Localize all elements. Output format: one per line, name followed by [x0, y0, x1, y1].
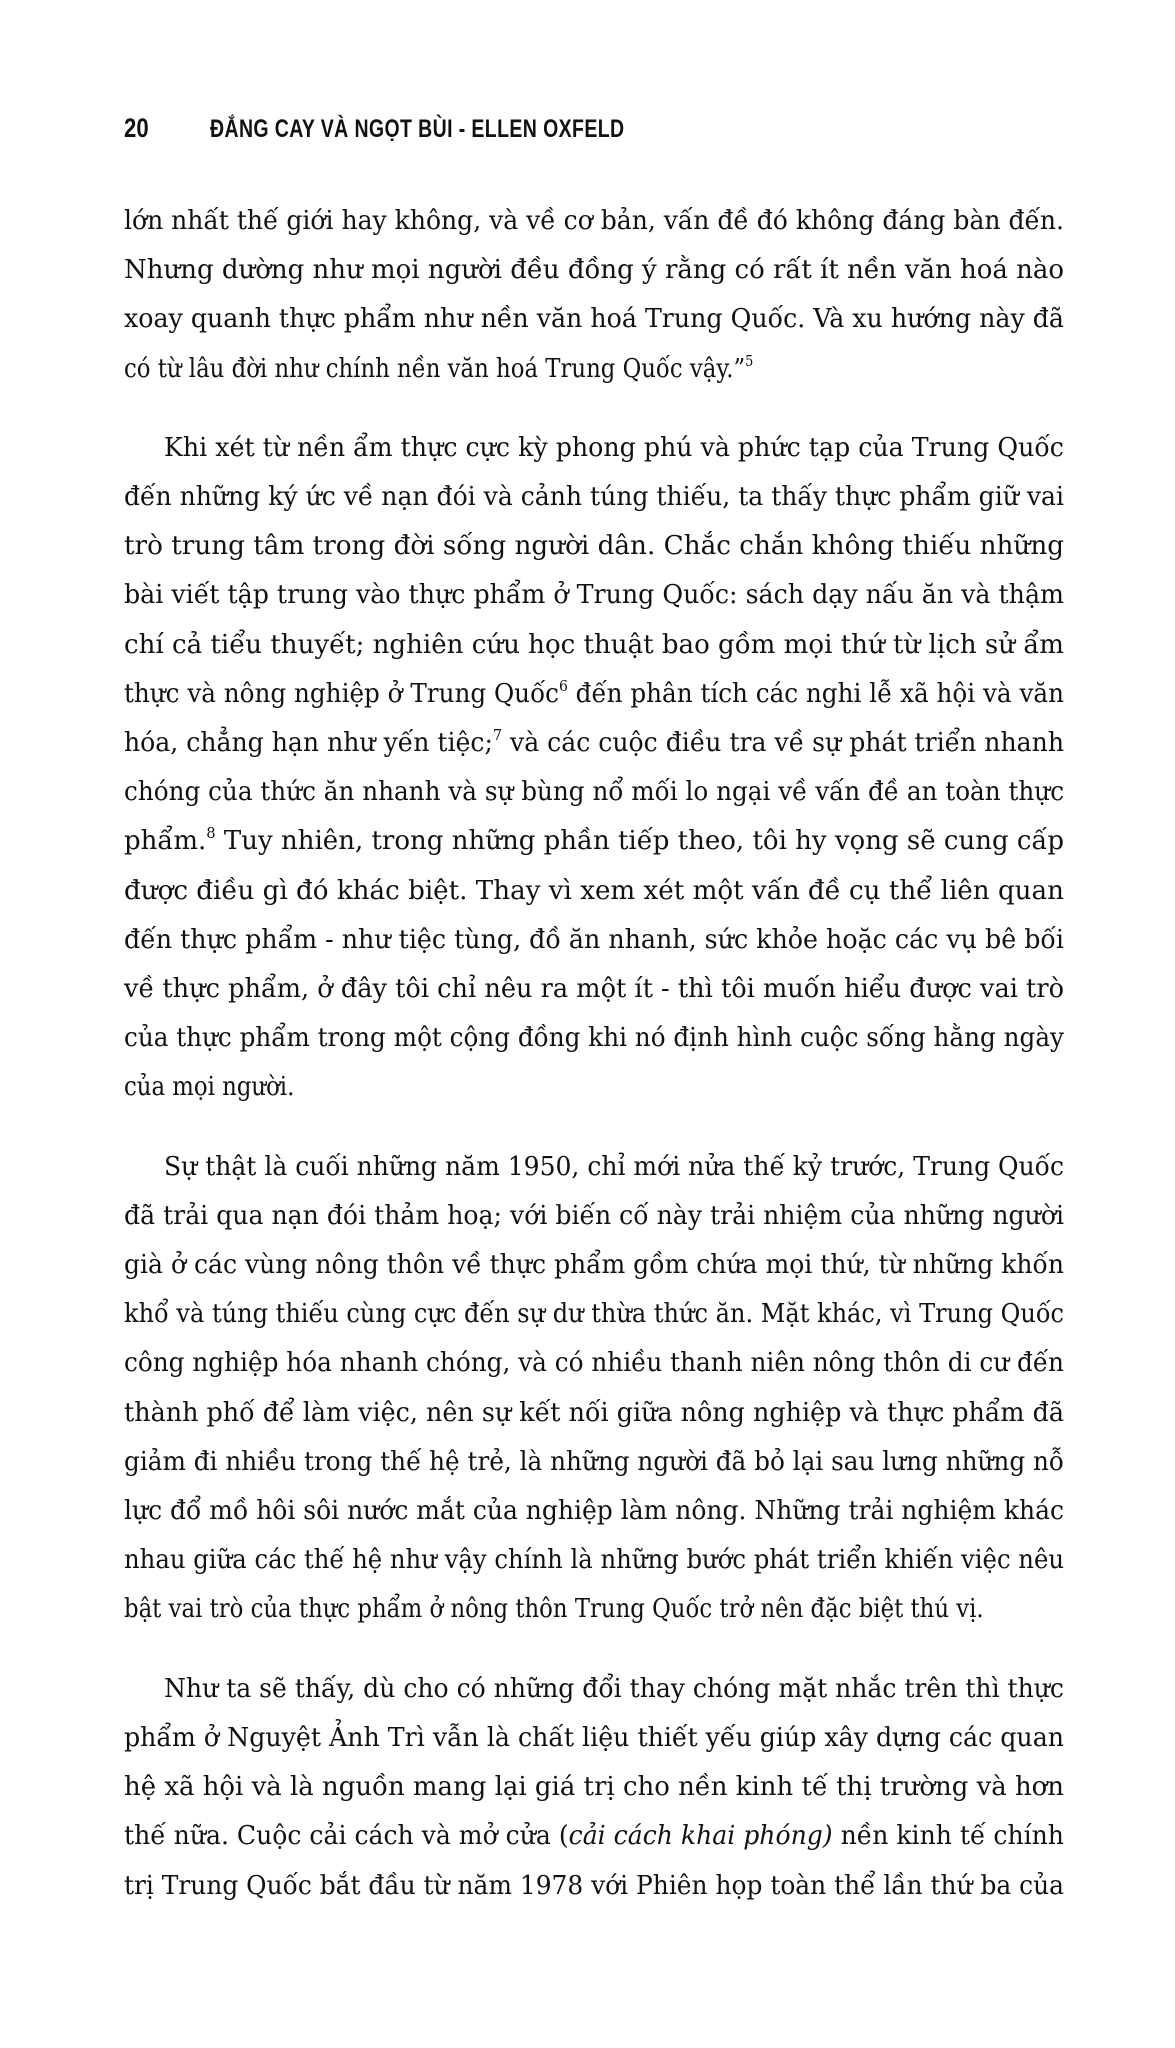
text-line: hệ xã hội và là nguồn mang lại giá trị cho nền kinh tế thị trường và hơn: [124, 1771, 1065, 1803]
text-line: Nhưng dường như mọi người đều đồng ý rằng có rất ít nền văn hoá nào: [124, 254, 1065, 286]
paragraph-2: [124, 423, 1064, 1112]
text-line: của thực phẩm trong một cộng đồng khi nó định hình cuộc sống hằng ngày: [124, 1022, 1064, 1054]
text-line: Khi xét từ nền ẩm thực cực kỳ phong phú và phức tạp của Trung Quốc: [164, 431, 1064, 463]
text-line: xoay quanh thực phẩm như nền văn hoá Trung Quốc. Và xu hướng này đã: [124, 303, 1065, 335]
text-line: bài viết tập trung vào thực phẩm ở Trung Quốc: sách dạy nấu ăn và thậm: [124, 579, 1065, 611]
text-line: đến thực phẩm - như tiệc tùng, đồ ăn nhanh, sức khỏe hoặc các vụ bê bối: [124, 923, 1065, 955]
text-line: nhau giữa các thế hệ như vậy chính là những bước phát triển khiến việc nêu: [124, 1544, 1065, 1576]
text-line: thực và nông nghiệp ở Trung Quốc$^6$ đến phân tích các nghi lễ xã hội và văn: [124, 676, 1064, 709]
text-line: của mọi người.: [124, 1071, 295, 1103]
text-line: phẩm ở Nguyệt Ảnh Trì vẫn là chất liệu thiết yếu giúp xây dựng các quan: [124, 1721, 1065, 1753]
text-line: khổ và túng thiếu cùng cực đến sự dư thừa thức ăn. Mặt khác, vì Trung Quốc: [124, 1298, 1064, 1330]
text-line: hóa, chẳng hạn như yến tiệc;$^7$ và các cuộc điều tra về sự phát triển nhanh: [124, 726, 1065, 759]
page-header: [124, 104, 741, 144]
page-number: 20: [124, 113, 149, 143]
text-line: đã trải qua nạn đói thảm hoạ; với biến cố này trải nhiệm của những người: [124, 1199, 1065, 1231]
text-line: bật vai trò của thực phẩm ở nông thôn Trung Quốc trở nên đặc biệt thú vị.: [124, 1593, 984, 1625]
footnote-ref: 8: [206, 824, 216, 843]
text-line: đến những ký ức về nạn đói và cảnh túng thiếu, ta thấy thực phẩm giữ vai: [124, 481, 1064, 513]
text-line: giảm đi nhiều trong thế hệ trẻ, là những người đã bỏ lại sau lưng những nỗ: [124, 1445, 1065, 1477]
text-line: phẩm.$^8$ Tuy nhiên, trong những phần tiếp theo, tôi hy vọng sẽ cung cấp: [124, 824, 1065, 857]
footnote-ref: 7: [492, 726, 503, 745]
text-line: chóng của thức ăn nhanh và sự bùng nổ mối lo ngại về vấn đề an toàn thực: [124, 776, 1065, 808]
footnote-ref: 5: [745, 351, 754, 370]
footnote-ref: 6: [558, 676, 568, 695]
paragraph-1: [124, 196, 1064, 393]
text-line: lớn nhất thế giới hay không, và về cơ bản, vấn đề đó không đáng bàn đến.: [124, 205, 1065, 236]
text-line: Như ta sẽ thấy, dù cho có những đổi thay chóng mặt nhắc trên thì thực: [164, 1672, 1064, 1704]
text-line: trò trung tâm trong đời sống người dân. Chắc chắn không thiếu những: [124, 530, 1065, 562]
paragraph-4: [124, 1664, 1064, 1910]
text-line: chí cả tiểu thuyết; nghiên cứu học thuật bao gồm mọi thứ từ lịch sử ẩm: [124, 628, 1065, 660]
running-title: ĐẮNG CAY VÀ NGỌT BÙI - ELLEN OXFELD: [210, 115, 625, 143]
paragraph-3: [124, 1142, 1064, 1634]
text-line: về thực phẩm, ở đây tôi chỉ nêu ra một ít - thì tôi muốn hiểu được vai trò: [124, 973, 1065, 1005]
italic-term: cải cách khai phóng): [568, 1820, 833, 1852]
body-text: [124, 196, 1064, 1940]
text-line: được điều gì đó khác biệt. Thay vì xem xét một vấn đề cụ thể liên quan: [124, 874, 1064, 906]
text-line: có từ lâu đời như chính nền văn hoá Trung Quốc vậy.”$^5$: [124, 351, 754, 384]
text-line: thành phố để làm việc, nên sự kết nối giữa nông nghiệp và thực phẩm đã: [124, 1396, 1065, 1428]
text-line: Sự thật là cuối những năm 1950, chỉ mới nửa thế kỷ trước, Trung Quốc: [164, 1150, 1065, 1182]
text-line: thế nữa. Cuộc cải cách và mở cửa (cải cách khai phóng) nền kinh tế chính: [124, 1820, 1064, 1852]
text-line: lực đổ mồ hôi sôi nước mắt của nghiệp làm nông. Những trải nghiệm khác: [124, 1495, 1065, 1527]
text-line: trị Trung Quốc bắt đầu từ năm 1978 với Phiên họp toàn thể lần thứ ba của: [124, 1869, 1064, 1901]
text-line: công nghiệp hóa nhanh chóng, và có nhiều thanh niên nông thôn di cư đến: [124, 1347, 1064, 1379]
text-line: già ở các vùng nông thôn về thực phẩm gồm chứa mọi thứ, từ những khốn: [124, 1249, 1064, 1281]
